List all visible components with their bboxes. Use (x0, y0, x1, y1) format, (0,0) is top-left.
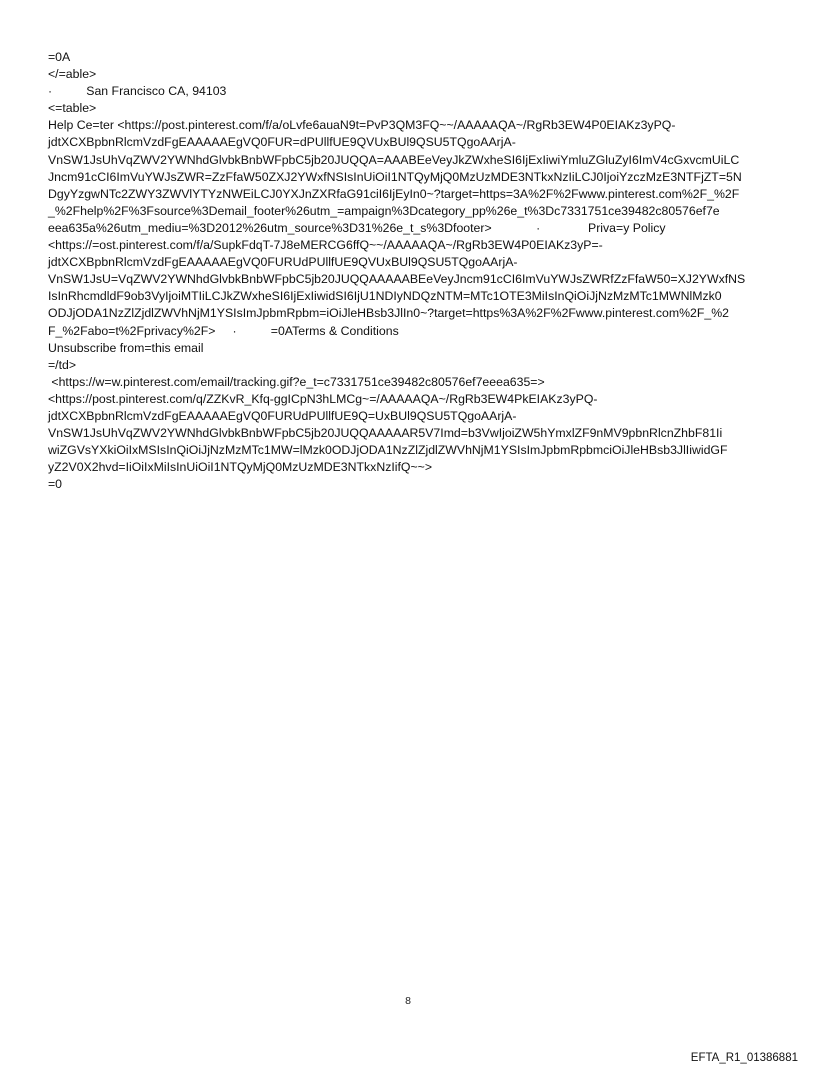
text-line: jdtXCXBpbnRlcmVzdFgEAAAAAEgVQ0FURUdPUllfUE9Q=UxBUl9QSU5TQgoAArjA- (48, 408, 517, 423)
text-line: VnSW1JsU=VqZWV2YWNhdGlvbkBnbWFpbC5jb20JUQQAAAAABEeVeyJncm91cCI6ImVuYWJsZWRfZzFfaW50=XJ2YWxfNS (48, 272, 746, 287)
redirect-url: <https://post.pinterest.com/q/ZZKvR_Kfq-ggICpN3hLMCg~=/AAAAAQA~/RgRb3EW4PkEIAKz3yPQ- (48, 391, 598, 406)
text-line: jdtXCXBpbnRlcmVzdFgEAAAAAEgVQ0FURUdPUllfUE9QVUxBUl9QSU5TQgoAArjA- (48, 255, 518, 270)
text-line: <=table> (48, 101, 97, 116)
text-line: VnSW1JsUhVqZWV2YWNhdGlvbkBnbWFpbC5jb20JUQQA=AAABEeVeyJkZWxheSI6IjExIiwiYmluZGluZyI6ImV4cGxvcmUiLC (48, 152, 740, 167)
text-line: jdtXCXBpbnRlcmVzdFgEAAAAAEgVQ0FUR=dPUllfUE9QVUxBUl9QSU5TQgoAArjA- (48, 135, 516, 150)
text-line: DgyYzgwNTc2ZWY3ZWVlYTYzNWEiLCJ0YXJnZXRfaG91ciI6IjEyIn0~?target=https=3A%2F%2Fwww.pinterest.com%2F_%2F (48, 186, 740, 201)
text-line: =0A (48, 50, 71, 64)
email-body-text (48, 49, 773, 493)
text-line: wiZGVsYXkiOiIxMSIsInQiOiJjNzMzMTc1MW=lMzk0ODJjODA1NzZlZjdlZWVhNjM1YSIsImJpbmRpbmciOiJleHBsb3JlIiwidGF (48, 443, 728, 458)
privacy-policy-link[interactable]: <https://=ost.pinterest.com/f/a/SupkFdqT-7J8eMERCG6ffQ~~/AAAAAQA~/RgRb3EW4P0EIAKz3yP=- (48, 238, 603, 253)
text-line: IsInRhcmdldF9ob3VyIjoiMTIiLCJkZWxheSI6IjExIiwidSI6IjU1NDIyNDQzNTM=MTc1OTE3MiIsInQiOiJjNzMzMTc1MWNlMzk0 (48, 289, 722, 304)
terms-conditions-line[interactable]: F_%2Fabo=t%2Fprivacy%2F> · =0ATerms & Conditions (48, 323, 399, 338)
text-line: =0 (48, 477, 63, 492)
page-number: 8 (405, 995, 411, 1007)
unsubscribe-link[interactable]: Unsubscribe from=this email (48, 340, 204, 355)
tracking-url: <https://w=w.pinterest.com/email/tracking.gif?e_t=c7331751ce39482c80576ef7eeea635=> (48, 374, 545, 389)
text-line: Jncm91cCI6ImVuYWJsZWR=ZzFfaW50ZXJ2YWxfNSIsInUiOiI1NTQyMjQ0MzUzMDE3NTkxNzIiLCJ0IjoiYzczMzE3NTFjZT=5N (48, 169, 742, 184)
text-line: =/td> (48, 357, 77, 372)
text-line: VnSW1JsUhVqZWV2YWNhdGlvbkBnbWFpbC5jb20JUQQAAAAAR5V7Imd=b3VwIjoiZW5hYmxlZF9nMV9pbnRlcnZhbF81Ii (48, 426, 723, 441)
bates-number: EFTA_R1_01386881 (690, 1052, 798, 1064)
text-line: _%2Fhelp%2F%3Fsource%3Demail_footer%26utm_=ampaign%3Dcategory_pp%26e_t%3Dc7331751ce39482c80576ef7e (48, 203, 720, 218)
text-line: </=able> (48, 67, 97, 82)
text-line: yZ2V0X2hvd=IiOiIxMiIsInUiOiI1NTQyMjQ0MzUzMDE3NTkxNzIifQ~~> (48, 460, 433, 475)
address-line: · San Francisco CA, 94103 (48, 84, 227, 99)
text-line: ODJjODA1NzZlZjdlZWVhNjM1YSIsImJpbmRpbm=iOiJleHBsb3JlIn0~?target=https%3A%2F%2Fwww.pinterest.com%2F_%2 (48, 306, 729, 321)
help-center-link[interactable]: Help Ce=ter <https://post.pinterest.com/f/a/oLvfe6auaN9t=PvP3QM3FQ~~/AAAAAQA~/RgRb3EW4P0EIAKz3yPQ- (48, 118, 676, 133)
privacy-policy-label[interactable]: eea635a%26utm_mediu=%3D2012%26utm_source%3D31%26e_t_s%3Dfooter> · Priva=y Policy (48, 220, 666, 235)
